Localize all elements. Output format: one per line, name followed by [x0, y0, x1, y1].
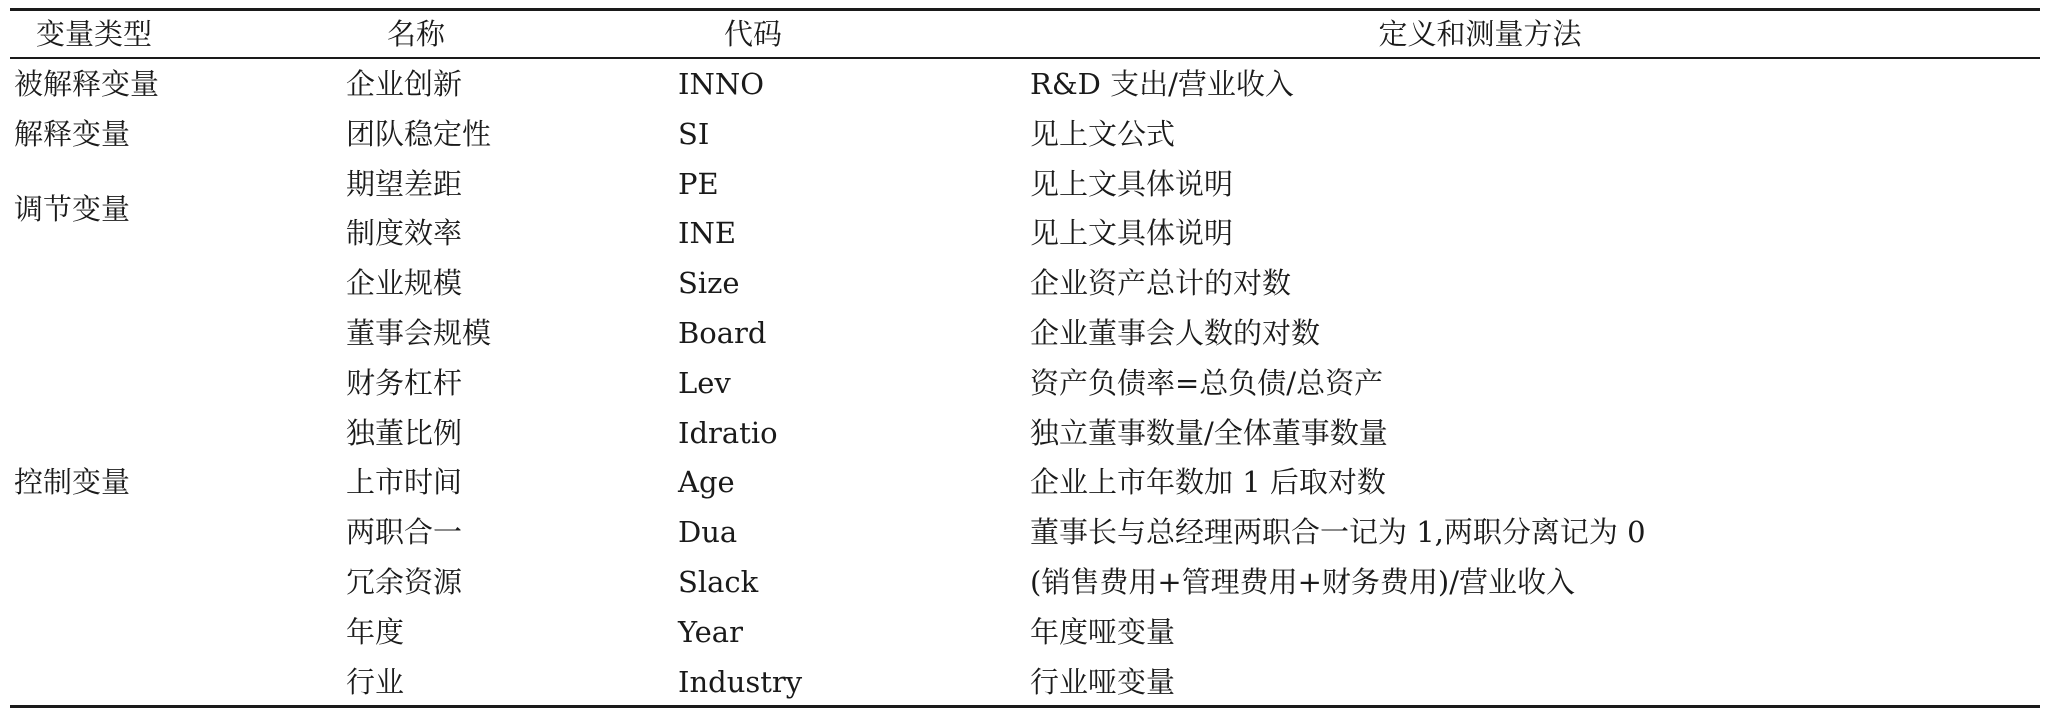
variable-definition: (销售费用+管理费用+财务费用)/营业收入	[1030, 564, 1575, 599]
variable-definition: 企业上市年数加 1 后取对数	[1030, 465, 1386, 500]
table-row	[0, 263, 2048, 313]
type-explanatory: 解释变量	[14, 116, 131, 151]
variable-name: 财务杠杆	[346, 365, 463, 400]
table-row	[0, 462, 2048, 512]
top-rule	[10, 8, 2040, 11]
type-moderating: 调节变量	[14, 191, 131, 226]
table-row	[0, 363, 2048, 413]
bottom-rule	[10, 705, 2040, 708]
header-definition: 定义和测量方法	[1378, 17, 1582, 51]
variable-name: 制度效率	[346, 216, 463, 251]
variable-name: 行业	[346, 664, 405, 699]
variable-definition: 见上文具体说明	[1030, 166, 1234, 201]
table-row	[0, 512, 2048, 562]
table-row	[0, 662, 2048, 712]
variable-definition: 年度哑变量	[1030, 614, 1176, 649]
table-row	[0, 562, 2048, 612]
header-rule	[10, 57, 2040, 59]
variable-definition: 董事长与总经理两职合一记为 1,两职分离记为 0	[1030, 515, 1646, 550]
variable-definition: 企业董事会人数的对数	[1030, 315, 1321, 350]
variable-definition: 见上文具体说明	[1030, 216, 1234, 251]
variable-code: INE	[678, 216, 736, 251]
variable-name: 企业规模	[346, 266, 463, 301]
variable-name: 两职合一	[346, 515, 463, 550]
table-body	[0, 64, 2048, 711]
variable-definition: R&D 支出/营业收入	[1030, 67, 1294, 101]
variable-name: 年度	[346, 614, 405, 649]
variable-code: Board	[678, 315, 767, 350]
variable-name: 冗余资源	[346, 564, 463, 599]
header-name: 名称	[386, 17, 445, 51]
variable-definition: 行业哑变量	[1030, 664, 1176, 699]
variable-code: Idratio	[678, 415, 778, 450]
variable-name: 独董比例	[346, 415, 463, 450]
table-row	[0, 313, 2048, 363]
variable-name: 上市时间	[346, 465, 463, 500]
variable-name: 期望差距	[346, 166, 463, 201]
header-variable-type: 变量类型	[35, 17, 152, 51]
variable-definition: 企业资产总计的对数	[1030, 266, 1292, 301]
variable-code: Dua	[678, 515, 738, 550]
variable-code: SI	[678, 116, 710, 151]
variable-code: Size	[678, 266, 740, 301]
variable-code: PE	[678, 166, 719, 201]
header-code: 代码	[723, 17, 782, 51]
variable-definition: 独立董事数量/全体董事数量	[1030, 415, 1388, 450]
table-row	[0, 64, 2048, 114]
type-control: 控制变量	[14, 465, 131, 500]
table-row	[0, 413, 2048, 463]
variable-name: 团队稳定性	[346, 116, 492, 151]
variable-definition: 见上文公式	[1030, 116, 1176, 151]
variable-code: Slack	[678, 564, 759, 599]
table-row	[0, 612, 2048, 662]
variable-code: Industry	[678, 664, 803, 699]
table-row	[0, 114, 2048, 164]
variable-definition: 资产负债率=总负债/总资产	[1030, 365, 1384, 400]
variable-code: Age	[678, 465, 735, 500]
table-row	[0, 164, 2048, 226]
variable-name: 董事会规模	[346, 315, 492, 350]
variable-code: Lev	[678, 365, 731, 400]
variable-name: 企业创新	[346, 67, 463, 101]
variable-code: INNO	[678, 67, 764, 101]
variable-code: Year	[678, 614, 743, 649]
table-row	[0, 213, 2048, 263]
type-dependent: 被解释变量	[14, 67, 160, 101]
